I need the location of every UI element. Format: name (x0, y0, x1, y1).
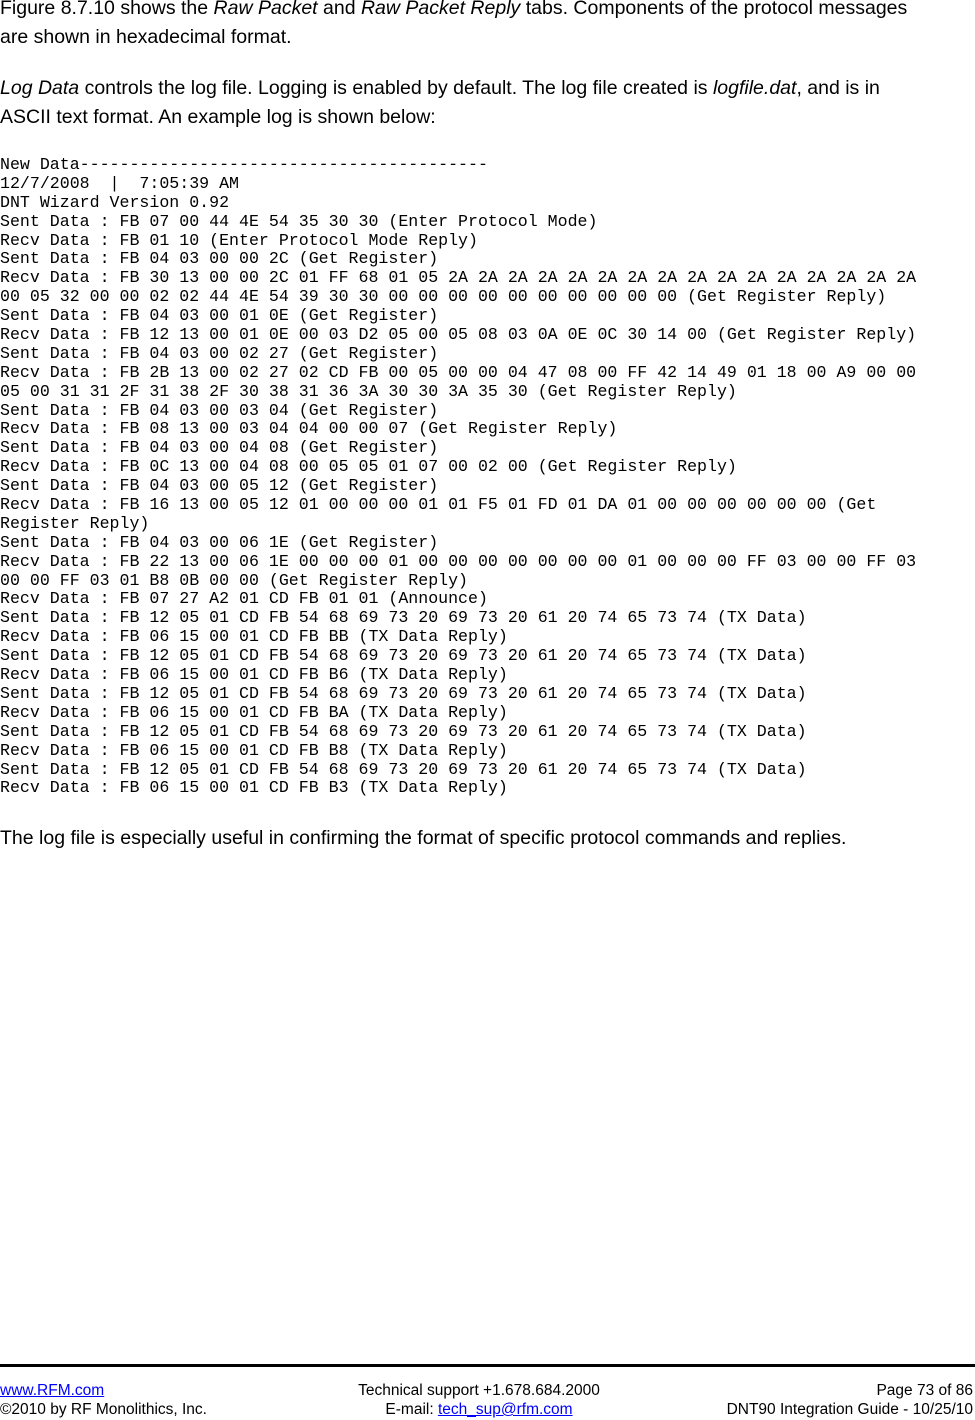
raw-packet-reply-tab-name: Raw Packet Reply (360, 0, 521, 19)
log-line: Sent Data : FB 12 05 01 CD FB 54 68 69 73 20 69 73 20 61 20 74 65 73 74 (TX Data) (0, 608, 807, 628)
intro-text: and (317, 0, 361, 19)
log-line: Recv Data : FB 0C 13 00 04 08 00 05 05 01 07 00 02 00 (Get Register Reply) (0, 457, 737, 477)
footer-page-number: Page 73 of 86 (876, 1382, 973, 1399)
log-line: Recv Data : FB 01 10 (Enter Protocol Mode Reply) (0, 230, 478, 250)
intro-text: are shown in hexadecimal format. (0, 26, 292, 48)
intro-text: tabs. Components of the protocol messages (520, 0, 908, 19)
log-line: Recv Data : FB 06 15 00 01 CD FB B6 (TX Data Reply) (0, 665, 508, 685)
log-line: Recv Data : FB 07 27 A2 01 CD FB 01 01 (Announce) (0, 589, 488, 609)
log-line: Recv Data : FB 22 13 00 06 1E 00 00 00 01 00 00 00 00 00 00 00 01 00 00 00 FF 03 00 00 FF 03 (0, 551, 917, 571)
intro-text: Figure 8.7.10 shows the (0, 0, 214, 19)
email-label: E-mail: (385, 1401, 438, 1418)
log-line: Sent Data : FB 04 03 00 00 2C (Get Register) (0, 249, 439, 269)
footer-website-wrap (0, 1381, 104, 1401)
email-link[interactable]: tech_sup@rfm.com (437, 1401, 573, 1418)
log-file-name: logfile.dat (712, 77, 797, 99)
log-line: Recv Data : FB 06 15 00 01 CD FB B3 (TX Data Reply) (0, 778, 508, 798)
log-line: Register Reply) (0, 513, 150, 533)
intro-text: controls the log file. Logging is enabled by default. The log file created is (79, 77, 713, 99)
log-data-control-name: Log Data (0, 77, 80, 99)
intro-text: , and is in (796, 77, 880, 99)
log-line: Sent Data : FB 04 03 00 03 04 (Get Register) (0, 400, 439, 420)
log-line: Recv Data : FB 12 13 00 01 0E 00 03 D2 05 00 05 08 03 0A 0E 0C 30 14 00 (Get Register Reply) (0, 325, 917, 345)
log-line: Sent Data : FB 07 00 44 4E 54 35 30 30 (Enter Protocol Mode) (0, 211, 598, 231)
log-line: 00 05 32 00 00 02 02 44 4E 54 39 30 30 00 00 00 00 00 00 00 00 00 00 (Get Register Reply) (0, 287, 887, 307)
log-line: Recv Data : FB 06 15 00 01 CD FB BA (TX Data Reply) (0, 702, 508, 722)
footer-guide-title: DNT90 Integration Guide - 10/25/10 (726, 1401, 973, 1418)
footer-technical-support: Technical support +1.678.684.2000 (358, 1382, 600, 1399)
intro-paragraph-raw-packet (0, 0, 907, 52)
log-line: Recv Data : FB 2B 13 00 02 27 02 CD FB 00 05 00 00 04 47 08 00 FF 42 14 49 01 18 00 A9 00 00 (0, 362, 917, 382)
footer-email-line (329, 1400, 629, 1420)
log-line: Recv Data : FB 06 15 00 01 CD FB BB (TX Data Reply) (0, 627, 508, 647)
footer-divider (0, 1364, 975, 1367)
example-log-listing (0, 156, 916, 798)
log-line: Sent Data : FB 04 03 00 01 0E (Get Register) (0, 306, 439, 326)
log-line: DNT Wizard Version 0.92 (0, 192, 230, 212)
log-line: Sent Data : FB 12 05 01 CD FB 54 68 69 73 20 69 73 20 61 20 74 65 73 74 (TX Data) (0, 646, 807, 666)
log-line: 05 00 31 31 2F 31 38 2F 30 38 31 36 3A 30 30 3A 35 30 (Get Register Reply) (0, 381, 737, 401)
log-line: Sent Data : FB 04 03 00 04 08 (Get Register) (0, 438, 439, 458)
log-line: 12/7/2008 | 7:05:39 AM (0, 173, 239, 193)
footer-copyright: ©2010 by RF Monolithics, Inc. (0, 1401, 207, 1418)
raw-packet-tab-name: Raw Packet (213, 0, 318, 19)
log-line: Sent Data : FB 04 03 00 06 1E (Get Register) (0, 532, 439, 552)
log-line: 00 00 FF 03 01 B8 0B 00 00 (Get Register Reply) (0, 570, 469, 590)
log-line: Sent Data : FB 04 03 00 02 27 (Get Register) (0, 343, 439, 363)
intro-text: ASCII text format. An example log is shown below: (0, 106, 436, 128)
website-link[interactable]: www.RFM.com (0, 1382, 105, 1399)
log-line: Recv Data : FB 08 13 00 03 04 04 00 00 07 (Get Register Reply) (0, 419, 618, 439)
intro-paragraph-log-data (0, 74, 880, 132)
log-line: Sent Data : FB 12 05 01 CD FB 54 68 69 73 20 69 73 20 61 20 74 65 73 74 (TX Data) (0, 721, 807, 741)
log-line: Recv Data : FB 30 13 00 00 2C 01 FF 68 01 05 2A 2A 2A 2A 2A 2A 2A 2A 2A 2A 2A 2A 2A 2A 2A 2A (0, 268, 917, 288)
log-line: Recv Data : FB 06 15 00 01 CD FB B8 (TX Data Reply) (0, 740, 508, 760)
log-line: Recv Data : FB 16 13 00 05 12 01 00 00 00 01 01 F5 01 FD 01 DA 01 00 00 00 00 00 00 (Get (0, 495, 877, 515)
log-line: New Data----------------------------------------- (0, 155, 488, 174)
log-line: Sent Data : FB 12 05 01 CD FB 54 68 69 73 20 69 73 20 61 20 74 65 73 74 (TX Data) (0, 759, 807, 779)
log-line: Sent Data : FB 12 05 01 CD FB 54 68 69 73 20 69 73 20 61 20 74 65 73 74 (TX Data) (0, 683, 807, 703)
closing-paragraph: The log file is especially useful in confirming the format of specific protocol commands and replies. (0, 827, 847, 849)
log-line: Sent Data : FB 04 03 00 05 12 (Get Register) (0, 476, 439, 496)
